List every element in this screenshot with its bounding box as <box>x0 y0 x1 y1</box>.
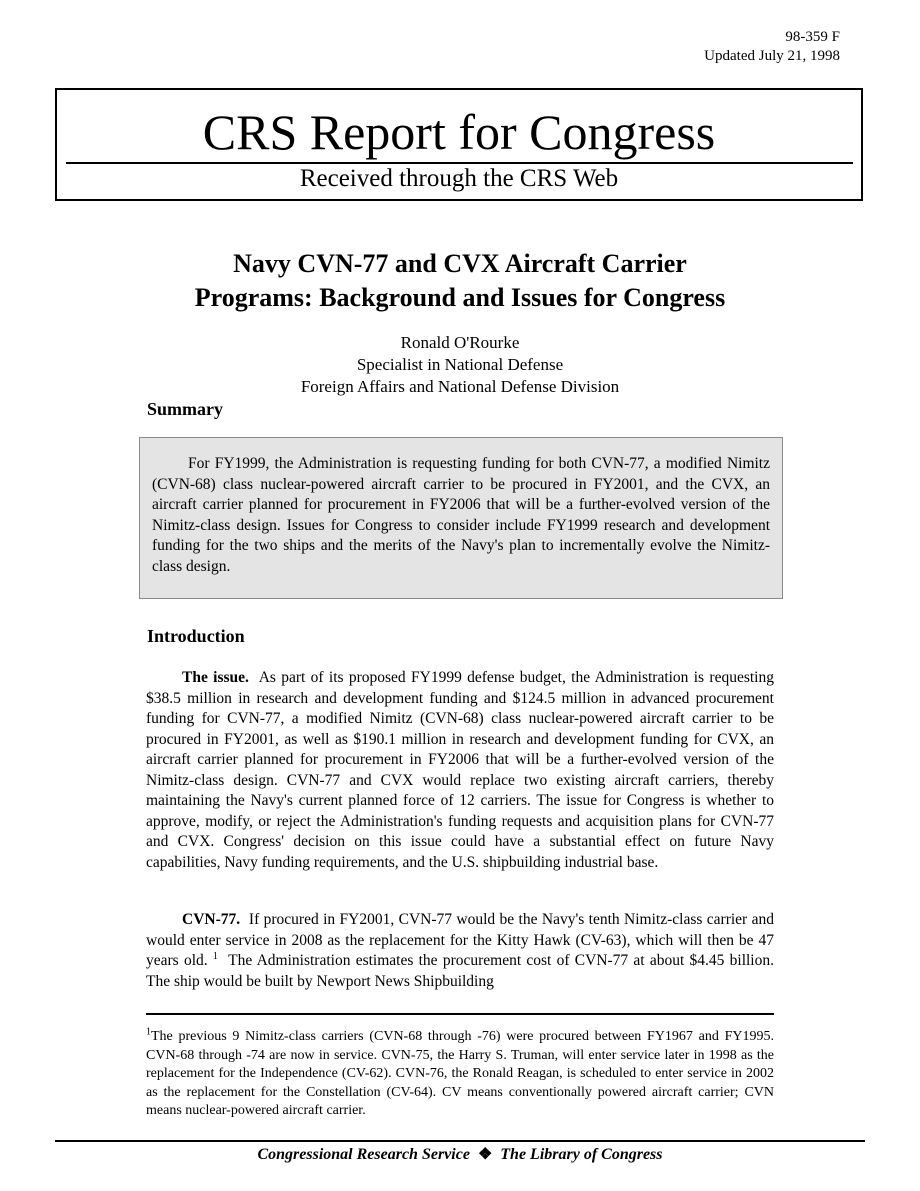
footer-divider <box>55 1140 865 1142</box>
summary-text: For FY1999, the Administration is requesting funding for both CVN-77, a modified Nimitz (CVN-68) class nuclear-powered aircraft carrier to be procured in FY2001, and the CVX, an aircraft carrier planned for procurement in FY2006 that will be a further-evolved version of the Nimitz-class design. Issues for Congress to consider include FY1999 research and development funding for the two ships and the merits of the Navy's plan to incrementally evolve the Nimitz-class design. <box>152 455 770 575</box>
intro-paragraph-issue <box>146 668 774 873</box>
masthead <box>55 88 863 201</box>
author-block <box>100 332 820 398</box>
document-title-line-2: Programs: Background and Issues for Congress <box>194 283 726 312</box>
summary-box <box>139 437 783 599</box>
cvn77-text-a: If procured in FY2001, CVN-77 would be the Navy's tenth Nimitz-class carrier and would enter service in 2008 as the replacement for the Kitty Hawk (CV-63), which will then be 47 years old. <box>146 911 774 969</box>
cvn77-lead: CVN-77. <box>182 911 241 928</box>
author-role: Specialist in National Defense <box>356 355 564 374</box>
footnote-marker: 1 <box>146 1026 151 1038</box>
document-title <box>100 247 820 315</box>
document-title-line-1: Navy CVN-77 and CVX Aircraft Carrier <box>233 249 687 278</box>
footer-right: The Library of Congress <box>500 1146 663 1163</box>
issue-text: As part of its proposed FY1999 defense budget, the Administration is requesting $38.5 million in research and development funding and $124.5 million in advanced procurement funding for CVN-77, a modified Nimitz (CVN-68) class nuclear-powered aircraft carrier to be procured in FY2001, as well as $190.1 million in research and development funding for CVX, an aircraft carrier planned for procurement in FY2006 that will be a further-evolved version of the Nimitz-class design. CVN-77 and CVX would replace two existing aircraft carriers, thereby maintaining the Navy's current planned force of 12 carriers. The issue for Congress is whether to approve, modify, or reject the Administration's funding requests and acquisition plans for CVN-77 and CVX. Congress' decision on this issue could have a substantial effect on future Navy capabilities, Navy funding requirements, and the U.S. shipbuilding industrial base. <box>146 669 774 871</box>
masthead-title: CRS Report for Congress <box>202 104 716 160</box>
footer-left: Congressional Research Service <box>257 1146 470 1163</box>
updated-date: Updated July 21, 1998 <box>704 48 840 64</box>
diamond-separator-icon: ❖ <box>477 1146 493 1163</box>
footnote <box>146 1028 774 1121</box>
masthead-subtitle: Received through the CRS Web <box>299 165 619 192</box>
footnote-reference[interactable]: 1 <box>212 950 218 962</box>
page-footer <box>0 1145 920 1165</box>
report-identifier <box>704 28 840 66</box>
footnote-divider <box>146 1013 774 1015</box>
introduction-heading: Introduction <box>147 626 245 646</box>
author-name: Ronald O'Rourke <box>400 333 520 352</box>
cvn77-text-b: The Administration estimates the procurement cost of CVN-77 at about $4.45 billion. The ship would be built by Newport News Shipbuilding <box>146 952 774 990</box>
footnote-text: The previous 9 Nimitz-class carriers (CVN-68 through -76) were procured between FY1967 and FY1995. CVN-68 through -74 are now in service. CVN-75, the Harry S. Truman, will enter service later in 1998 as the replacement for the Independence (CV-62). CVN-76, the Ronald Reagan, is scheduled to enter service in 2002 as the replacement for the Constellation (CV-64). CV means conventionally powered aircraft carrier; CVN means nuclear-powered aircraft carrier. <box>146 1029 774 1118</box>
intro-paragraph-cvn77 <box>146 910 774 992</box>
issue-lead: The issue. <box>182 669 249 686</box>
author-division: Foreign Affairs and National Defense Division <box>300 377 620 396</box>
summary-heading: Summary <box>147 399 223 419</box>
report-number: 98-359 F <box>785 29 840 45</box>
